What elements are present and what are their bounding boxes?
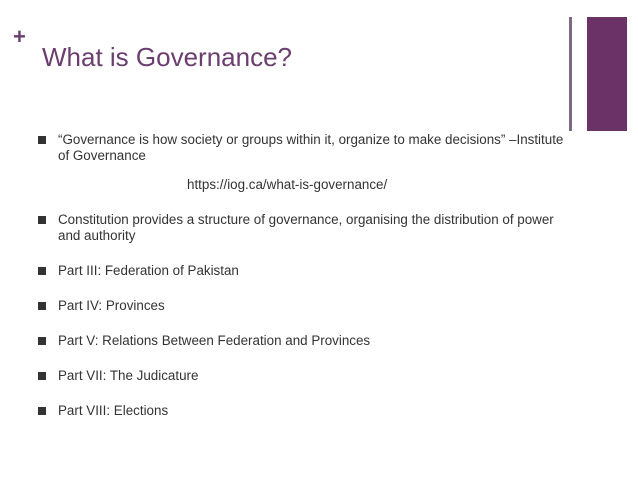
- slide-title: What is Governance?: [42, 42, 293, 72]
- square-bullet-icon: [38, 372, 46, 380]
- square-bullet-icon: [38, 216, 46, 224]
- bullet-text: Part IV: Provinces: [58, 298, 165, 313]
- bullet-item-part-iii: [36, 263, 566, 279]
- bullet-item-part-v: [36, 333, 566, 349]
- bullet-text: Part VII: The Judicature: [58, 368, 199, 383]
- decorative-bar-thick: [587, 17, 627, 131]
- plus-icon: +: [13, 24, 26, 49]
- bullet-list: [36, 132, 566, 419]
- bullet-item-part-vii: [36, 368, 566, 384]
- square-bullet-icon: [38, 267, 46, 275]
- bullet-text: Part VIII: Elections: [58, 403, 169, 418]
- square-bullet-icon: [38, 337, 46, 345]
- source-url[interactable]: https://iog.ca/what-is-governance/: [187, 177, 388, 192]
- bullet-text: “Governance is how society or groups within it, organize to make decisions” –Institute of Governance: [58, 132, 564, 163]
- bullet-text: Constitution provides a structure of governance, organising the distribution of power and authority: [58, 212, 554, 243]
- bullet-item-governance-definition: [36, 132, 566, 164]
- bullet-text: Part III: Federation of Pakistan: [58, 263, 239, 278]
- bullet-item-part-iv: [36, 298, 566, 314]
- bullet-item-constitution: [36, 212, 566, 244]
- bullet-text: Part V: Relations Between Federation and Provinces: [58, 333, 371, 348]
- square-bullet-icon: [38, 136, 46, 144]
- decorative-bar-thin: [569, 17, 572, 131]
- square-bullet-icon: [38, 302, 46, 310]
- square-bullet-icon: [38, 407, 46, 415]
- bullet-item-part-viii: [36, 403, 566, 419]
